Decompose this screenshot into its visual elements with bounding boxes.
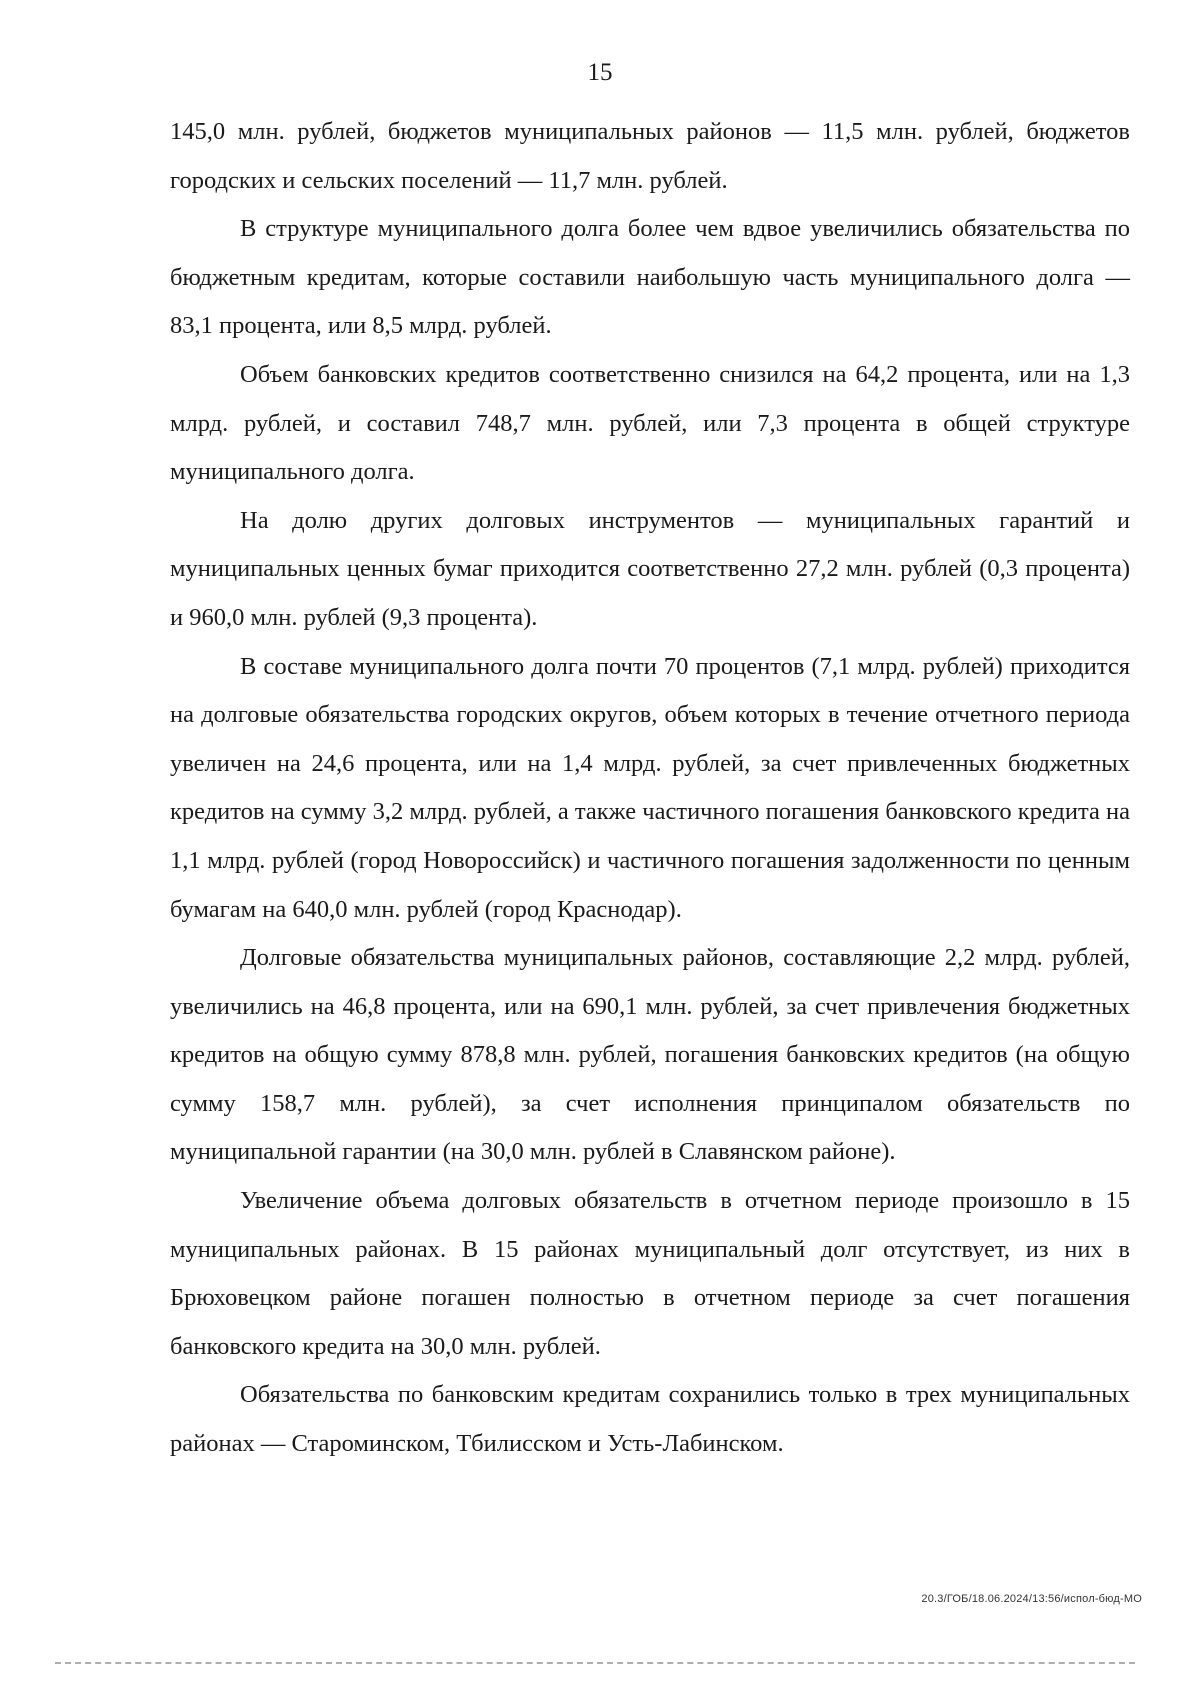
paragraph-municipal-districts: Долговые обязательства муниципальных районов, составляющие 2,2 млрд. рублей, увеличились на 46,8 процента, или на 690,1 млн. рублей, за счет привлечения бюджетных кредитов на общую сумму 878,8 млн. рублей, погашения банковских кредитов (на общую сумму 158,7 млн. рублей), за счет исполнения принципалом обязательств по муниципальной гарантии (на 30,0 млн. рублей в Славянском районе). — [170, 944, 1130, 1166]
paragraph-other-instruments: На долю других долговых инструментов — муниципальных гарантий и муниципальных ценных бумаг приходится соответственно 27,2 млн. рублей (0,3 процента) и 960,0 млн. рублей (9,3 процента). — [170, 506, 1130, 631]
paragraph-bank-credits: Объем банковских кредитов соответственно снизился на 64,2 процента, или на 1,3 млрд. рублей, и составил 748,7 млн. рублей, или 7,3 процента в общей структуре муниципального долга. — [170, 360, 1130, 486]
page-number: 15 — [587, 59, 613, 86]
paragraph-city-districts: В составе муниципального долга почти 70 процентов (7,1 млрд. рублей) приходится на долговые обязательства городских округов, объем которых в течение отчетного периода увеличен на 24,6 процента, или на 1,4 млрд. рублей, за счет привлеченных бюджетных кредитов на сумму 3,2 млрд. рублей, а также частичного погашения банковского кредита на 1,1 млрд. рублей (город Новороссийск) и частичного погашения задолженности по ценным бумагам на 640,0 млн. рублей (город Краснодар). — [170, 652, 1130, 923]
paragraph-debt-increase: Увеличение объема долговых обязательств в отчетном периоде произошло в 15 муниципальных районах. В 15 районах муниципальный долг отсутствует, из них в Брюховецком районе погашен полностью в отчетном периоде за счет погашения банковского кредита на 30,0 млн. рублей. — [170, 1187, 1130, 1360]
paragraph-continuation: 145,0 млн. рублей, бюджетов муниципальных районов — 11,5 млн. рублей, бюджетов городских и сельских поселений — 11,7 млн. рублей. — [170, 118, 1130, 194]
scan-bottom-rule — [55, 1662, 1135, 1666]
paragraph-debt-structure: В структуре муниципального долга более чем вдвое увеличились обязательства по бюджетным кредитам, которые составили наибольшую часть муниципального долга — 83,1 процента, или 8,5 млрд. рублей. — [170, 215, 1130, 340]
document-footer-code: 20.3/ГОБ/18.06.2024/13:56/испол-бюд-МО — [921, 1593, 1142, 1605]
document-body — [170, 108, 1130, 1469]
paragraph-bank-obligations: Обязательства по банковским кредитам сохранились только в трех муниципальных районах — Староминском, Тбилисском и Усть-Лабинском. — [170, 1381, 1130, 1458]
